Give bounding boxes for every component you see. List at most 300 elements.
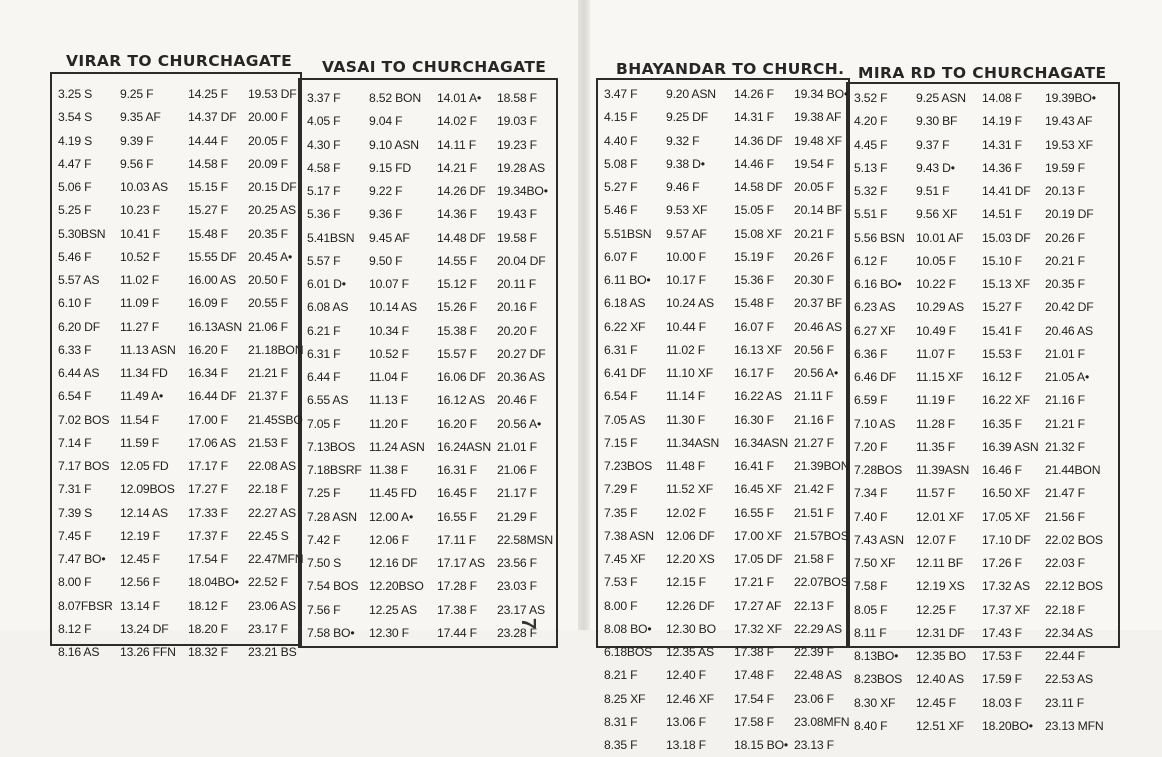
departure-time-cell: 8.05 F [854,602,888,617]
departure-time-cell: 7.45 F [58,528,92,543]
departure-time-cell: 5.46 F [58,249,92,264]
departure-time-cell: 12.06 DF [666,528,715,543]
departure-time-cell: 10.52 F [369,346,409,361]
departure-time-cell: 22.47MFN [248,552,304,566]
departure-time-cell: 7.18BSRF [307,463,362,477]
departure-time-cell: 21.39BON [794,459,850,473]
departure-time-cell: 10.14 AS [369,300,417,315]
departure-time-cell: 8.07FBSR [58,598,113,613]
departure-time-cell: 7.05 F [307,416,341,431]
departure-time-cell: 15.55 DF [188,249,237,264]
departure-time-cell: 3.52 F [854,91,888,105]
departure-time-cell: 7.02 BOS [58,412,110,427]
departure-time-cell: 18.32 F [188,645,228,659]
departure-time-cell: 10.24 AS [666,296,714,311]
departure-time-cell: 17.38 F [734,645,774,659]
departure-time-cell: 9.10 ASN [369,137,419,152]
departure-time-cell: 20.36 AS [497,370,545,384]
departure-time-cell: 6.54 F [58,389,92,404]
departure-time-cell: 4.40 F [604,133,638,148]
departure-time-cell: 11.52 XF [666,482,713,497]
departure-time-cell: 21.16 F [1045,393,1085,408]
departure-time-cell: 11.20 F [369,416,409,431]
departure-time-cell: 7.28BOS [854,463,903,477]
virar-table-title: VIRAR TO CHURCHAGATE [66,52,293,70]
departure-time-cell: 13.24 DF [120,621,169,636]
departure-time-cell: 15.19 F [734,249,774,264]
departure-time-cell: 15.53 F [982,346,1022,361]
departure-time-cell: 16.50 XF [982,486,1030,501]
departure-time-cell: 6.21 F [307,323,341,338]
departure-time-cell: 6.16 BO• [854,277,902,291]
departure-time-cell: 12.45 F [916,695,956,710]
departure-time-cell: 9.56 XF [916,207,958,222]
departure-time-cell: 12.46 XF [666,691,714,706]
departure-time-cell: 12.02 F [666,505,706,520]
departure-time-cell: 14.02 F [437,114,477,129]
departure-time-cell: 20.09 F [248,156,288,171]
departure-time-cell: 17.06 AS [188,435,236,450]
departure-time-cell: 21.18BON [248,342,304,357]
departure-time-cell: 12.09BOS [120,482,175,497]
departure-time-cell: 23.13 F [794,738,834,752]
departure-time-cell: 22.58MSN [497,532,553,547]
departure-time-cell: 7.23BOS [604,459,653,473]
departure-time-cell: 6.23 AS [854,300,896,315]
departure-time-cell: 4.05 F [307,114,341,129]
departure-time-cell: 17.21 F [734,575,774,590]
departure-time-cell: 17.32 AS [982,579,1030,594]
departure-time-cell: 12.11 BF [916,556,963,570]
page-fold [578,0,590,630]
departure-time-cell: 7.14 F [58,435,92,450]
departure-time-cell: 15.26 F [437,300,477,315]
departure-time-cell: 21.21 F [1045,416,1085,431]
departure-time-cell: 14.01 A• [437,91,482,105]
departure-time-cell: 8.31 F [604,714,638,729]
departure-time-cell: 9.38 D• [666,156,705,171]
departure-time-cell: 4.19 S [58,133,93,148]
departure-time-cell: 20.56 A• [794,366,839,380]
departure-time-cell: 16.45 F [437,486,477,501]
departure-time-cell: 7.17 BOS [58,459,110,473]
departure-time-cell: 17.00 F [188,412,228,427]
departure-time-cell: 17.11 F [437,532,477,547]
departure-time-cell: 17.17 F [188,459,228,473]
departure-time-cell: 12.25 F [916,602,956,617]
departure-time-cell: 19.39BO• [1045,91,1096,105]
departure-time-cell: 12.20BSO [369,579,424,594]
departure-time-cell: 9.51 F [916,184,950,198]
departure-time-cell: 6.10 F [58,296,92,311]
departure-time-cell: 7.35 F [604,505,638,520]
departure-time-cell: 16.09 F [188,296,228,311]
departure-time-cell: 7.50 XF [854,556,896,570]
departure-time-cell: 22.45 S [248,528,289,543]
departure-time-cell: 16.55 F [734,505,774,520]
departure-time-cell: 16.55 F [437,509,477,524]
departure-time-cell: 6.46 DF [854,370,896,384]
departure-time-cell: 22.07BOS [794,575,849,590]
departure-time-cell: 5.57 AS [58,273,100,287]
departure-time-cell: 23.17 AS [497,602,545,617]
departure-time-cell: 14.08 F [982,91,1022,105]
departure-time-cell: 21.16 F [794,412,834,427]
departure-time-cell: 7.34 F [854,486,888,501]
departure-time-cell: 5.51BSN [604,226,652,241]
departure-time-cell: 14.51 F [982,207,1022,222]
departure-time-cell: 20.20 F [497,323,537,338]
departure-time-cell: 11.57 F [916,486,956,501]
departure-time-cell: 10.05 F [916,253,956,268]
departure-time-cell: 12.07 F [916,532,956,547]
departure-time-cell: 21.06 F [248,319,288,334]
departure-time-cell: 11.19 F [916,393,956,408]
departure-time-cell: 3.54 S [58,110,93,125]
departure-time-cell: 11.02 F [120,273,160,287]
departure-time-cell: 12.31 DF [916,625,965,640]
departure-time-cell: 8.00 F [604,598,638,613]
departure-time-cell: 20.14 BF [794,203,842,218]
departure-time-cell: 19.54 F [794,156,834,171]
departure-time-cell: 10.41 F [120,226,160,241]
departure-time-cell: 7.42 F [307,532,341,547]
departure-time-cell: 22.03 F [1045,556,1085,570]
departure-time-cell: 6.07 F [604,249,638,264]
departure-time-cell: 7.20 F [854,439,888,454]
departure-time-cell: 13.14 F [120,598,160,613]
departure-time-cell: 20.46 F [497,393,537,408]
departure-time-cell: 20.21 F [794,226,834,241]
departure-time-cell: 12.05 FD [120,459,169,473]
departure-time-cell: 15.27 F [982,300,1022,315]
departure-time-cell: 21.01 F [497,439,537,454]
departure-time-cell: 7.53 F [604,575,638,590]
departure-time-cell: 15.10 F [982,253,1022,268]
departure-time-cell: 12.26 DF [666,598,715,613]
departure-time-cell: 7.40 F [854,509,888,524]
departure-time-cell: 6.31 F [604,342,638,357]
departure-time-cell: 20.37 BF [794,296,842,311]
departure-time-cell: 11.04 F [369,370,409,384]
departure-time-cell: 12.20 XS [666,552,715,566]
departure-time-cell: 17.05 XF [982,509,1030,524]
departure-time-cell: 21.37 F [248,389,288,404]
departure-time-cell: 12.00 A• [369,509,414,524]
departure-time-cell: 14.36 F [437,207,477,222]
departure-time-cell: 6.27 XF [854,323,896,338]
departure-time-cell: 7.58 BO• [307,625,355,640]
departure-time-cell: 6.44 F [307,370,341,384]
departure-time-cell: 22.52 F [248,575,288,590]
departure-time-cell: 17.27 AF [734,598,782,613]
departure-time-cell: 19.58 F [497,230,537,245]
departure-time-cell: 9.36 F [369,207,403,222]
departure-time-cell: 17.26 F [982,556,1022,570]
departure-time-cell: 20.46 AS [1045,323,1093,338]
departure-time-cell: 22.27 AS [248,505,296,520]
departure-time-cell: 6.36 F [854,346,888,361]
departure-time-cell: 11.10 XF [666,366,713,380]
departure-time-cell: 23.21 BS [248,645,297,659]
departure-time-cell: 15.48 F [734,296,774,311]
departure-time-cell: 23.08MFN [794,714,850,729]
departure-time-cell: 11.28 F [916,416,956,431]
departure-time-cell: 20.26 F [1045,230,1085,245]
departure-time-cell: 17.48 F [734,668,774,683]
departure-time-cell: 8.08 BO• [604,621,652,636]
departure-time-cell: 20.05 F [794,180,834,194]
departure-time-cell: 19.38 AF [794,110,842,125]
departure-time-cell: 20.27 DF [497,346,546,361]
departure-time-cell: 7.58 F [854,579,888,594]
departure-time-cell: 23.28 F [497,625,537,640]
departure-time-cell: 12.40 AS [916,672,964,687]
departure-time-cell: 21.32 F [1045,439,1085,454]
departure-time-cell: 21.42 F [794,482,834,497]
departure-time-cell: 11.38 F [369,463,409,477]
departure-time-cell: 4.30 F [307,137,341,152]
departure-time-cell: 6.55 AS [307,393,349,408]
bhayandar-timetable [604,83,850,757]
departure-time-cell: 17.37 XF [982,602,1030,617]
departure-time-cell: 5.13 F [854,160,888,175]
departure-time-cell: 6.59 F [854,393,888,408]
departure-time-cell: 7.10 AS [854,416,896,431]
departure-time-cell: 3.37 F [307,91,341,105]
departure-time-cell: 18.12 F [188,598,228,613]
departure-time-cell: 11.30 F [666,412,706,427]
departure-time-cell: 20.00 F [248,110,288,125]
departure-time-cell: 15.05 F [734,203,774,218]
departure-time-cell: 11.24 ASN [369,439,425,454]
virar-timetable [58,83,304,664]
departure-time-cell: 17.05 DF [734,552,783,566]
departure-time-cell: 16.00 AS [188,273,236,287]
departure-time-cell: 17.17 AS [437,556,485,570]
departure-time-cell: 4.58 F [307,160,341,175]
departure-time-cell: 5.46 F [604,203,638,218]
departure-time-cell: 16.31 F [437,463,477,477]
departure-time-cell: 19.53 XF [1045,137,1093,152]
departure-time-cell: 21.21 F [248,366,288,380]
departure-time-cell: 8.00 F [58,575,92,590]
departure-time-cell: 20.42 DF [1045,300,1094,315]
departure-time-cell: 16.45 XF [734,482,782,497]
departure-time-cell: 9.43 D• [916,160,955,175]
departure-time-cell: 9.04 F [369,114,403,129]
departure-time-cell: 8.40 F [854,718,888,733]
departure-time-cell: 17.28 F [437,579,477,594]
departure-time-cell: 20.25 AS [248,203,296,218]
departure-time-cell: 9.50 F [369,253,403,268]
departure-time-cell: 18.04BO• [188,575,239,590]
departure-time-cell: 6.08 AS [307,300,349,315]
departure-time-cell: 16.24ASN [437,439,491,454]
departure-time-cell: 19.59 F [1045,160,1085,175]
departure-time-cell: 17.33 F [188,505,228,520]
departure-time-cell: 10.07 F [369,277,409,291]
departure-time-cell: 7.15 F [604,435,638,450]
departure-time-cell: 9.15 FD [369,160,411,175]
departure-time-cell: 5.17 F [307,184,341,198]
departure-time-cell: 22.13 F [794,598,834,613]
departure-time-cell: 20.30 F [794,273,834,287]
departure-time-cell: 21.44BON [1045,463,1101,477]
departure-time-cell: 19.48 XF [794,133,842,148]
departure-time-cell: 8.12 F [58,621,92,636]
departure-time-cell: 16.34ASN [734,435,788,450]
departure-time-cell: 6.31 F [307,346,341,361]
departure-time-cell: 20.16 F [497,300,537,315]
departure-time-cell: 9.30 BF [916,114,958,129]
departure-time-cell: 5.57 F [307,253,341,268]
departure-time-cell: 15.48 F [188,226,228,241]
departure-time-cell: 10.52 F [120,249,160,264]
departure-time-cell: 22.44 F [1045,649,1085,663]
departure-time-cell: 21.11 F [794,389,834,404]
departure-time-cell: 18.20BO• [982,718,1033,733]
departure-time-cell: 20.04 DF [497,253,546,268]
departure-time-cell: 9.53 XF [666,203,708,218]
departure-time-cell: 22.34 AS [1045,625,1093,640]
departure-time-cell: 20.21 F [1045,253,1085,268]
departure-time-cell: 21.05 A• [1045,370,1090,384]
departure-time-cell: 8.23BOS [854,672,903,687]
departure-time-cell: 11.07 F [916,346,956,361]
departure-time-cell: 7.47 BO• [58,552,106,566]
departure-time-cell: 7.13BOS [307,439,356,454]
departure-time-cell: 11.39ASN [916,463,970,477]
departure-time-cell: 7.38 ASN [604,528,654,543]
departure-time-cell: 8.11 F [854,625,887,640]
departure-time-cell: 5.41BSN [307,230,355,245]
departure-time-cell: 16.17 F [734,366,774,380]
departure-time-cell: 3.47 F [604,87,638,101]
departure-time-cell: 14.36 F [982,160,1022,175]
departure-time-cell: 21.56 F [1045,509,1085,524]
departure-time-cell: 10.22 F [916,277,956,291]
departure-time-cell: 14.19 F [982,114,1022,129]
departure-time-cell: 15.03 DF [982,230,1031,245]
departure-time-cell: 21.29 F [497,509,537,524]
departure-time-cell: 19.28 AS [497,160,545,175]
departure-time-cell: 5.32 F [854,184,888,198]
departure-time-cell: 21.47 F [1045,486,1085,501]
departure-time-cell: 7.54 BOS [307,579,359,594]
departure-time-cell: 15.12 F [437,277,477,291]
departure-time-cell: 17.38 F [437,602,477,617]
departure-time-cell: 17.54 F [188,552,228,566]
departure-time-cell: 18.15 BO• [734,738,788,752]
departure-time-cell: 11.35 F [916,439,956,454]
departure-time-cell: 14.26 F [734,87,774,101]
departure-time-cell: 7.45 XF [604,552,646,566]
page-number: 7 [517,617,540,630]
departure-time-cell: 9.32 F [666,133,700,148]
departure-time-cell: 7.50 S [307,556,342,570]
departure-time-cell: 12.19 F [120,528,160,543]
departure-time-cell: 14.48 DF [437,230,486,245]
departure-time-cell: 8.52 BON [369,91,421,105]
departure-time-cell: 14.26 DF [437,184,486,198]
departure-time-cell: 4.45 F [854,137,888,152]
departure-time-cell: 17.59 F [982,672,1022,687]
departure-time-cell: 22.08 AS [248,459,296,473]
departure-time-cell: 11.13 F [369,393,409,408]
departure-time-cell: 11.02 F [666,342,706,357]
departure-time-cell: 15.08 XF [734,226,782,241]
departure-time-cell: 14.41 DF [982,184,1031,198]
departure-time-cell: 7.56 F [307,602,341,617]
departure-time-cell: 19.43 F [497,207,537,222]
departure-time-cell: 8.35 F [604,738,638,752]
departure-time-cell: 23.06 AS [248,598,296,613]
departure-time-cell: 4.47 F [58,156,92,171]
departure-time-cell: 16.20 F [437,416,477,431]
departure-time-cell: 11.49 A• [120,389,164,404]
departure-time-cell: 17.54 F [734,691,774,706]
departure-time-cell: 14.46 F [734,156,774,171]
departure-time-cell: 9.20 ASN [666,87,716,101]
departure-time-cell: 9.22 F [369,184,403,198]
departure-time-cell: 17.32 XF [734,621,782,636]
departure-time-cell: 10.00 F [666,249,706,264]
departure-time-cell: 12.15 F [666,575,706,590]
departure-time-cell: 7.25 F [307,486,341,501]
departure-time-cell: 19.23 F [497,137,537,152]
mira-road-timetable [854,87,1115,738]
departure-time-cell: 18.03 F [982,695,1022,710]
vasai-table-title: VASAI TO CHURCHAGATE [322,58,547,76]
departure-time-cell: 12.30 BO [666,621,716,636]
departure-time-cell: 12.51 XF [916,718,964,733]
departure-time-cell: 15.13 XF [982,277,1030,291]
departure-time-cell: 4.20 F [854,114,888,129]
departure-time-cell: 23.06 F [794,691,834,706]
departure-time-cell: 20.46 AS [794,319,842,334]
departure-time-cell: 15.41 F [982,323,1022,338]
departure-time-cell: 17.53 F [982,649,1022,663]
departure-time-cell: 12.06 F [369,532,409,547]
departure-time-cell: 8.16 AS [58,645,100,659]
departure-time-cell: 16.44 DF [188,389,237,404]
departure-time-cell: 5.06 F [58,180,92,194]
departure-time-cell: 20.35 F [1045,277,1085,291]
departure-time-cell: 20.11 F [497,277,537,291]
departure-time-cell: 10.49 F [916,323,956,338]
departure-time-cell: 14.25 F [188,87,228,101]
departure-time-cell: 15.27 F [188,203,228,218]
departure-time-cell: 11.34 FD [120,366,168,380]
departure-time-cell: 17.44 F [437,625,477,640]
departure-time-cell: 6.01 D• [307,277,346,291]
departure-time-cell: 5.08 F [604,156,638,171]
departure-time-cell: 16.39 ASN [982,439,1039,454]
departure-time-cell: 20.13 F [1045,184,1085,198]
departure-time-cell: 11.15 XF [916,370,963,384]
departure-time-cell: 21.06 F [497,463,537,477]
departure-time-cell: 10.34 F [369,323,409,338]
departure-time-cell: 12.45 F [120,552,160,566]
departure-time-cell: 20.05 F [248,133,288,148]
departure-time-cell: 20.35 F [248,226,288,241]
departure-time-cell: 12.40 F [666,668,706,683]
departure-time-cell: 11.48 F [666,459,706,473]
departure-time-cell: 21.45SBO [248,412,303,427]
departure-time-cell: 12.30 F [369,625,409,640]
departure-time-cell: 11.34ASN [666,435,720,450]
